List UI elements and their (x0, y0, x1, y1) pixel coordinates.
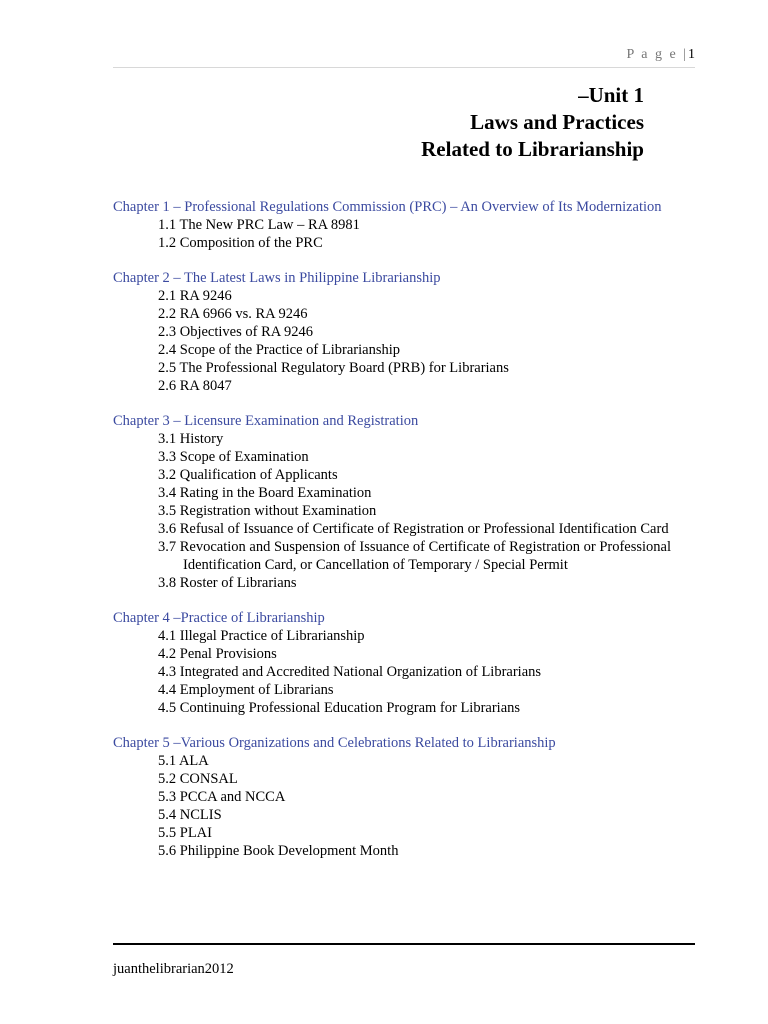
section-item (113, 502, 713, 520)
section-text: 4.1 Illegal Practice of Librarianship (158, 628, 365, 644)
section-item (113, 484, 713, 502)
chapter-5 (113, 734, 713, 860)
page-header (626, 47, 695, 63)
chapter-title: Chapter 3 – Licensure Examination and Registration (113, 413, 419, 429)
section-text: 3.1 History (158, 431, 224, 447)
section-item (113, 663, 713, 681)
footer-text: juanthelibrarian2012 (113, 961, 234, 977)
section-text: 5.4 NCLIS (158, 807, 222, 823)
section-text: 5.3 PCCA and NCCA (158, 789, 286, 805)
section-text: 5.5 PLAI (158, 825, 212, 841)
section-item (113, 788, 713, 806)
section-item (113, 645, 713, 663)
section-item (113, 323, 713, 341)
section-item (113, 842, 713, 860)
section-text: 1.1 The New PRC Law – RA 8981 (158, 217, 360, 233)
section-item (113, 627, 713, 645)
chapter-1 (113, 198, 713, 252)
page-separator: | (683, 47, 688, 62)
section-text: 4.5 Continuing Professional Education Program for Librarians (158, 700, 521, 716)
section-text: 4.4 Employment of Librarians (158, 682, 334, 698)
section-text: 4.3 Integrated and Accredited National Organization of Librarians (158, 664, 542, 680)
section-text: 5.2 CONSAL (158, 771, 238, 787)
section-text: 2.3 Objectives of RA 9246 (158, 324, 314, 340)
section-list (113, 287, 713, 395)
section-text: 2.5 The Professional Regulatory Board (PRB) for Librarians (158, 360, 509, 376)
title-unit: –Unit 1 (578, 83, 644, 107)
section-item (113, 466, 713, 484)
section-item (113, 681, 713, 699)
page-number: 1 (688, 47, 695, 62)
section-item (113, 305, 713, 323)
chapter-2 (113, 269, 713, 395)
section-list (113, 752, 713, 860)
section-text: 1.2 Composition of the PRC (158, 235, 323, 251)
section-item (113, 520, 713, 538)
section-item (113, 234, 713, 252)
section-item (113, 538, 713, 574)
section-text: 3.2 Qualification of Applicants (158, 467, 338, 483)
footer-rule (113, 943, 695, 945)
section-item (113, 216, 713, 234)
chapter-4 (113, 609, 713, 717)
section-item (113, 430, 713, 448)
section-text: 2.2 RA 6966 vs. RA 9246 (158, 306, 308, 322)
section-text: 2.4 Scope of the Practice of Librarianship (158, 342, 400, 358)
chapter-title: Chapter 1 – Professional Regulations Commission (PRC) – An Overview of Its Modernization (113, 199, 662, 215)
section-item (113, 770, 713, 788)
section-item (113, 752, 713, 770)
section-text: 2.6 RA 8047 (158, 378, 232, 394)
table-of-contents (113, 198, 713, 877)
section-list (113, 430, 713, 592)
title-line-2: Laws and Practices (470, 110, 644, 134)
chapter-title: Chapter 5 –Various Organizations and Celebrations Related to Librarianship (113, 735, 556, 751)
section-text: 3.6 Refusal of Issuance of Certificate of Registration or Professional Identification Card (158, 521, 669, 537)
section-item (113, 448, 713, 466)
chapter-3 (113, 412, 713, 592)
chapter-title: Chapter 2 – The Latest Laws in Philippine Librarianship (113, 270, 441, 286)
section-item (113, 377, 713, 395)
section-list (113, 627, 713, 717)
title-line-3: Related to Librarianship (421, 137, 644, 161)
section-item (113, 287, 713, 305)
section-text: 3.7 Revocation and Suspension of Issuance of Certificate of Registration or Professional (158, 539, 672, 555)
section-text: 2.1 RA 9246 (158, 288, 232, 304)
document-title (421, 82, 644, 163)
section-text: 3.3 Scope of Examination (158, 449, 309, 465)
page-label: P a g e (626, 47, 678, 62)
section-list (113, 216, 713, 252)
section-item (113, 699, 713, 717)
section-item (113, 359, 713, 377)
section-text: 3.8 Roster of Librarians (158, 575, 297, 591)
section-text: 3.4 Rating in the Board Examination (158, 485, 372, 501)
header-rule (113, 67, 695, 68)
section-item (113, 806, 713, 824)
section-text: 3.5 Registration without Examination (158, 503, 377, 519)
section-text: 5.6 Philippine Book Development Month (158, 843, 399, 859)
section-item (113, 341, 713, 359)
section-item (113, 574, 713, 592)
section-text: 4.2 Penal Provisions (158, 646, 277, 662)
section-text-continued: Identification Card, or Cancellation of Temporary / Special Permit (183, 557, 568, 573)
section-text: 5.1 ALA (158, 753, 209, 769)
section-item (113, 824, 713, 842)
chapter-title: Chapter 4 –Practice of Librarianship (113, 610, 325, 626)
